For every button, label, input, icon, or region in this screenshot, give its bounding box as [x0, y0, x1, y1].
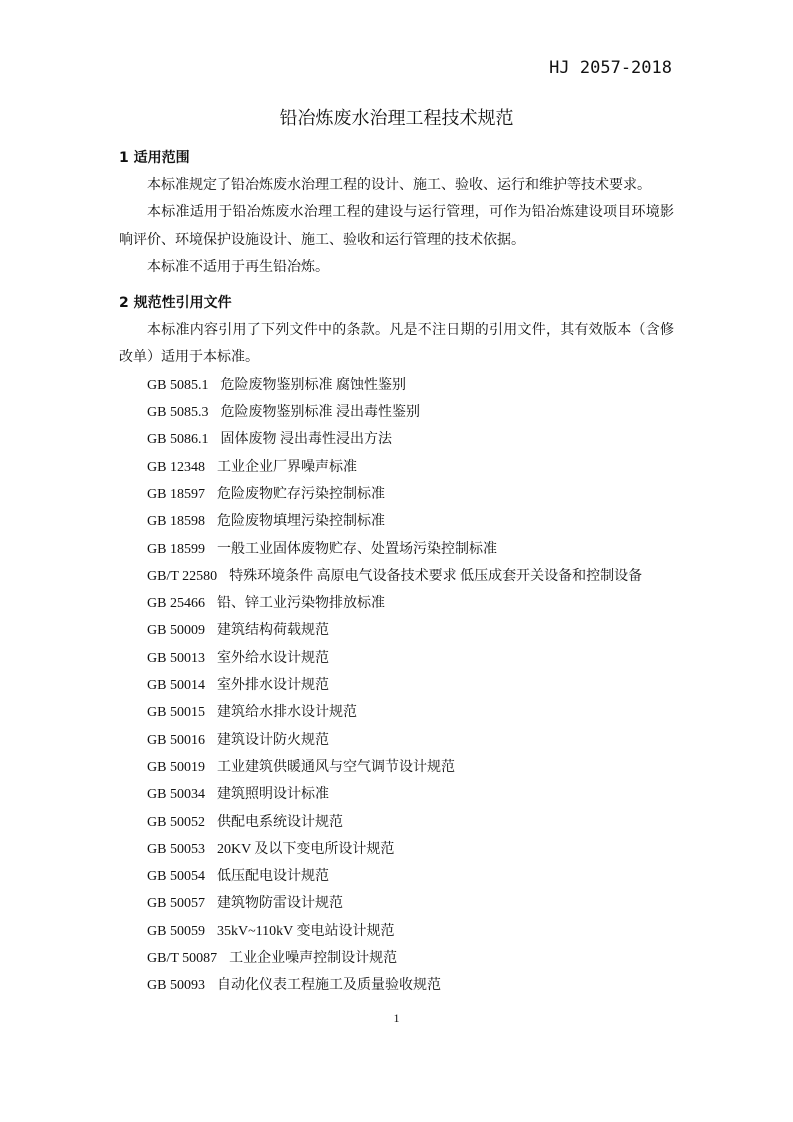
reference-item — [119, 617, 674, 644]
paragraph: 本标准规定了铅冶炼废水治理工程的设计、施工、验收、运行和维护等技术要求。 — [147, 178, 651, 193]
reference-item — [119, 836, 674, 863]
reference-code: GB 50059 — [147, 923, 205, 939]
reference-item — [119, 754, 674, 781]
reference-code: GB 50093 — [147, 978, 205, 994]
reference-item — [119, 809, 674, 836]
reference-title: 特殊环境条件 高原电气设备技术要求 低压成套开关设备和控制设备 — [229, 568, 643, 584]
reference-title: 室外排水设计规范 — [216, 678, 329, 694]
reference-title: 危险废物贮存污染控制标准 — [216, 486, 385, 502]
reference-title: 20KV 及以下变电所设计规范 — [216, 841, 395, 857]
reference-item — [119, 945, 674, 972]
page-number: 1 — [393, 1011, 400, 1025]
reference-item — [119, 645, 674, 672]
reference-code: GB 50009 — [147, 623, 205, 639]
reference-code: GB 50054 — [147, 869, 205, 885]
paragraph: 本标准内容引用了下列文件中的条款。凡是不注日期的引用文件，其有效版本（含修改单）适用于本标准。 — [119, 323, 674, 366]
reference-title: 工业建筑供暖通风与空气调节设计规范 — [216, 759, 455, 775]
reference-title: 铅、锌工业污染物排放标准 — [216, 596, 385, 612]
paragraph: 本标准不适用于再生铅冶炼。 — [147, 259, 329, 275]
reference-title: 一般工业固体废物贮存、处置场污染控制标准 — [216, 541, 497, 557]
section-heading: 1 适用范围 — [119, 150, 190, 166]
reference-code: GB 25466 — [147, 596, 205, 612]
reference-title: 自动化仪表工程施工及质量验收规范 — [216, 978, 441, 994]
reference-title: 建筑结构荷载规范 — [216, 623, 329, 639]
reference-code: GB 18598 — [147, 514, 205, 530]
reference-code: GB 5086.1 — [147, 432, 209, 448]
reference-list — [119, 372, 674, 1000]
reference-code: GB/T 50087 — [147, 951, 218, 967]
reference-title: 工业企业噪声控制设计规范 — [229, 951, 398, 967]
reference-code: GB 5085.3 — [147, 405, 209, 421]
reference-item — [119, 508, 674, 535]
reference-title: 室外给水设计规范 — [216, 650, 329, 666]
reference-item — [119, 481, 674, 508]
reference-item — [119, 563, 674, 590]
reference-title: 低压配电设计规范 — [216, 869, 329, 885]
reference-code: GB 5085.1 — [147, 377, 209, 393]
reference-item — [119, 672, 674, 699]
reference-item — [119, 890, 674, 917]
document-body — [119, 145, 674, 1000]
reference-code: GB 50015 — [147, 705, 205, 721]
reference-item — [119, 863, 674, 890]
section-heading: 2 规范性引用文件 — [119, 295, 232, 312]
reference-title: 危险废物鉴别标准 腐蚀性鉴别 — [220, 377, 406, 393]
reference-title: 建筑物防雷设计规范 — [216, 896, 343, 912]
reference-item — [119, 536, 674, 563]
reference-code: GB 50053 — [147, 841, 205, 857]
reference-title: 固体废物 浸出毒性浸出方法 — [220, 432, 392, 448]
reference-code: GB 18599 — [147, 541, 205, 557]
reference-title: 建筑照明设计标准 — [216, 787, 329, 803]
reference-title: 建筑给水排水设计规范 — [216, 705, 357, 721]
reference-title: 建筑设计防火规范 — [216, 732, 329, 748]
document-code: HJ 2057-2018 — [549, 58, 672, 78]
reference-code: GB 50052 — [147, 814, 205, 830]
reference-title: 危险废物鉴别标准 浸出毒性鉴别 — [220, 405, 420, 421]
reference-item — [119, 372, 674, 399]
reference-item — [119, 781, 674, 808]
reference-item — [119, 590, 674, 617]
reference-code: GB 50057 — [147, 896, 205, 912]
reference-title: 35kV~110kV 变电站设计规范 — [216, 923, 395, 939]
page-title: 铅冶炼废水治理工程技术规范 — [279, 108, 514, 129]
reference-item — [119, 454, 674, 481]
reference-code: GB 18597 — [147, 486, 205, 502]
reference-code: GB 50019 — [147, 759, 205, 775]
reference-item — [119, 426, 674, 453]
reference-title: 供配电系统设计规范 — [216, 814, 343, 830]
reference-code: GB 50016 — [147, 732, 205, 748]
reference-code: GB 50014 — [147, 678, 205, 694]
reference-code: GB 50013 — [147, 650, 205, 666]
reference-item — [119, 972, 674, 999]
reference-title: 工业企业厂界噪声标准 — [216, 459, 357, 475]
reference-code: GB 12348 — [147, 459, 205, 475]
paragraph: 本标准适用于铅冶炼废水治理工程的建设与运行管理，可作为铅冶炼建设项目环境影响评价、环境保护设施设计、施工、验收和运行管理的技术依据。 — [119, 205, 674, 248]
reference-title: 危险废物填埋污染控制标准 — [216, 514, 385, 530]
reference-code: GB 50034 — [147, 787, 205, 803]
reference-code: GB/T 22580 — [147, 568, 218, 584]
reference-item — [119, 918, 674, 945]
reference-item — [119, 699, 674, 726]
reference-item — [119, 399, 674, 426]
reference-item — [119, 727, 674, 754]
